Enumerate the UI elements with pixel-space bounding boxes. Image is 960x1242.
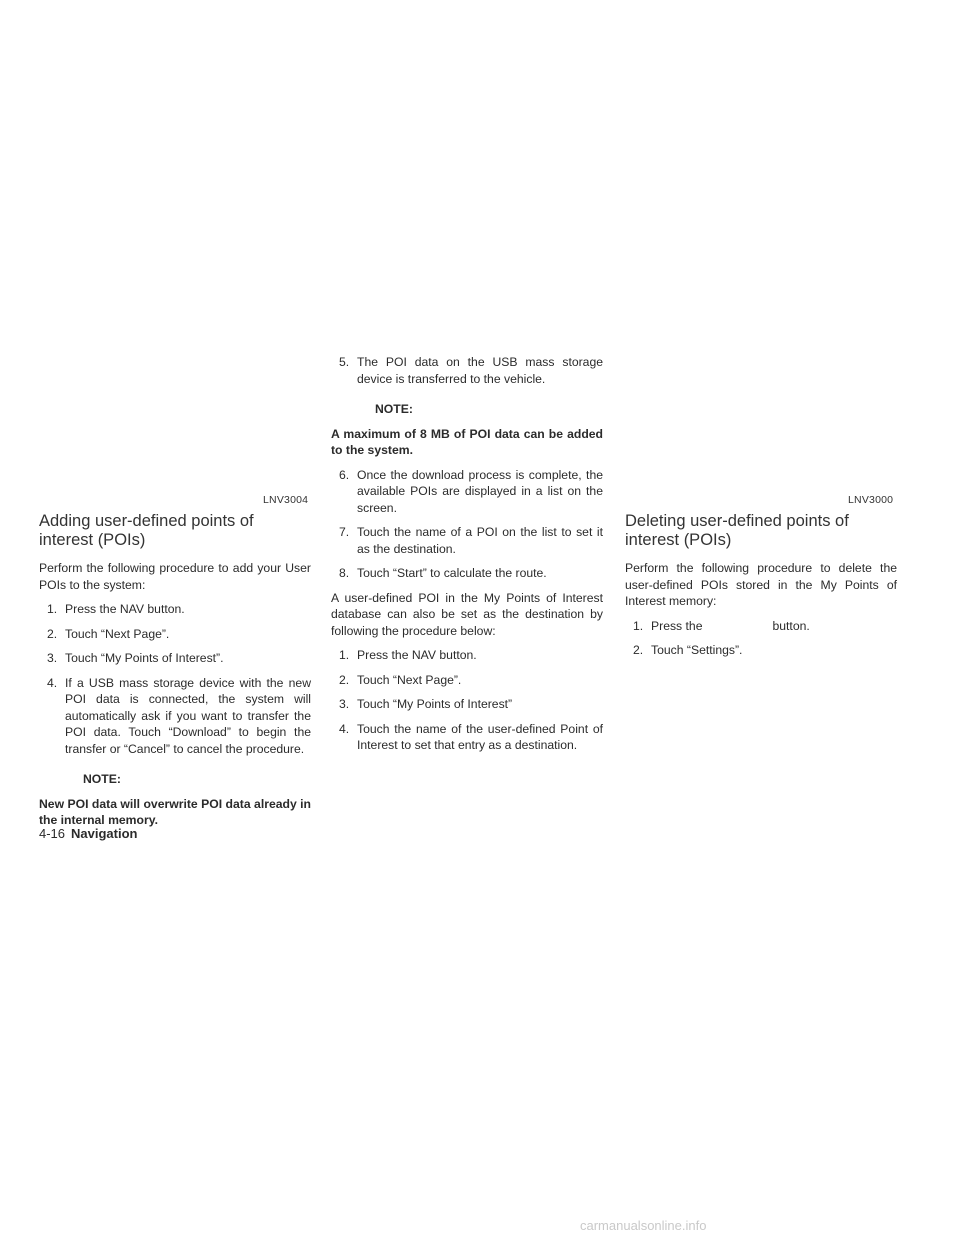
- column-continued-steps: [331, 354, 603, 762]
- list-item: 5. The POI data on the USB mass storage device is transferred to the vehicle.: [339, 355, 603, 386]
- section-heading-adding: Adding user-defined points of interest (POIs): [39, 512, 254, 549]
- intro-paragraph: Perform the following procedure to add your User POIs to the system:: [39, 561, 311, 592]
- list-item: 6. Once the download process is complete, the available POIs are displayed in a list on the screen.: [339, 467, 603, 515]
- column-adding-pois: [39, 512, 311, 837]
- list-item: 1. Press the button.: [633, 618, 810, 633]
- list-item: 3. Touch “My Points of Interest”: [339, 697, 513, 711]
- column-deleting-pois: [625, 512, 897, 667]
- list-item: 7. Touch the name of a POI on the list to set it as the destination.: [339, 525, 603, 556]
- section-name: Navigation: [71, 826, 138, 841]
- page-footer: [39, 826, 138, 841]
- page-number: 4-16: [39, 826, 66, 841]
- figure-label-right: LNV3000: [848, 494, 894, 506]
- note-label: NOTE:: [83, 772, 121, 786]
- note-label: NOTE:: [375, 402, 413, 416]
- list-item: 4. If a USB mass storage device with the new POI data is connected, the system will automatically ask if you want to transfer the POI data. Touch “Download” to begin the transfer or “Cancel” to cancel the procedure.: [47, 675, 311, 756]
- list-item: 2. Touch “Next Page”.: [47, 626, 170, 641]
- section-heading-deleting: Deleting user-defined points of interest (POIs): [625, 512, 849, 549]
- paragraph: A user-defined POI in the My Points of Interest database can also be set as the destination by following the procedure below:: [331, 590, 603, 638]
- list-item: 1. Press the NAV button.: [339, 648, 477, 662]
- note-text: New POI data will overwrite POI data already in the internal memory.: [39, 796, 311, 827]
- list-item: 3. Touch “My Points of Interest”.: [47, 651, 224, 665]
- watermark: carmanualsonline.info: [580, 1218, 707, 1233]
- list-item: 1. Press the NAV button.: [47, 602, 185, 616]
- figure-label-left: LNV3004: [263, 494, 309, 506]
- list-item: 4. Touch the name of the user-defined Point of Interest to set that entry as a destination.: [339, 721, 603, 752]
- list-item: 8. Touch “Start” to calculate the route.: [339, 566, 547, 580]
- list-item: 2. Touch “Settings”.: [633, 643, 743, 657]
- note-text: A maximum of 8 MB of POI data can be added to the system.: [331, 426, 603, 457]
- intro-paragraph: Perform the following procedure to delete the user-defined POIs stored in the My Points of Interest memory:: [625, 561, 897, 608]
- list-item: 2. Touch “Next Page”.: [339, 672, 462, 687]
